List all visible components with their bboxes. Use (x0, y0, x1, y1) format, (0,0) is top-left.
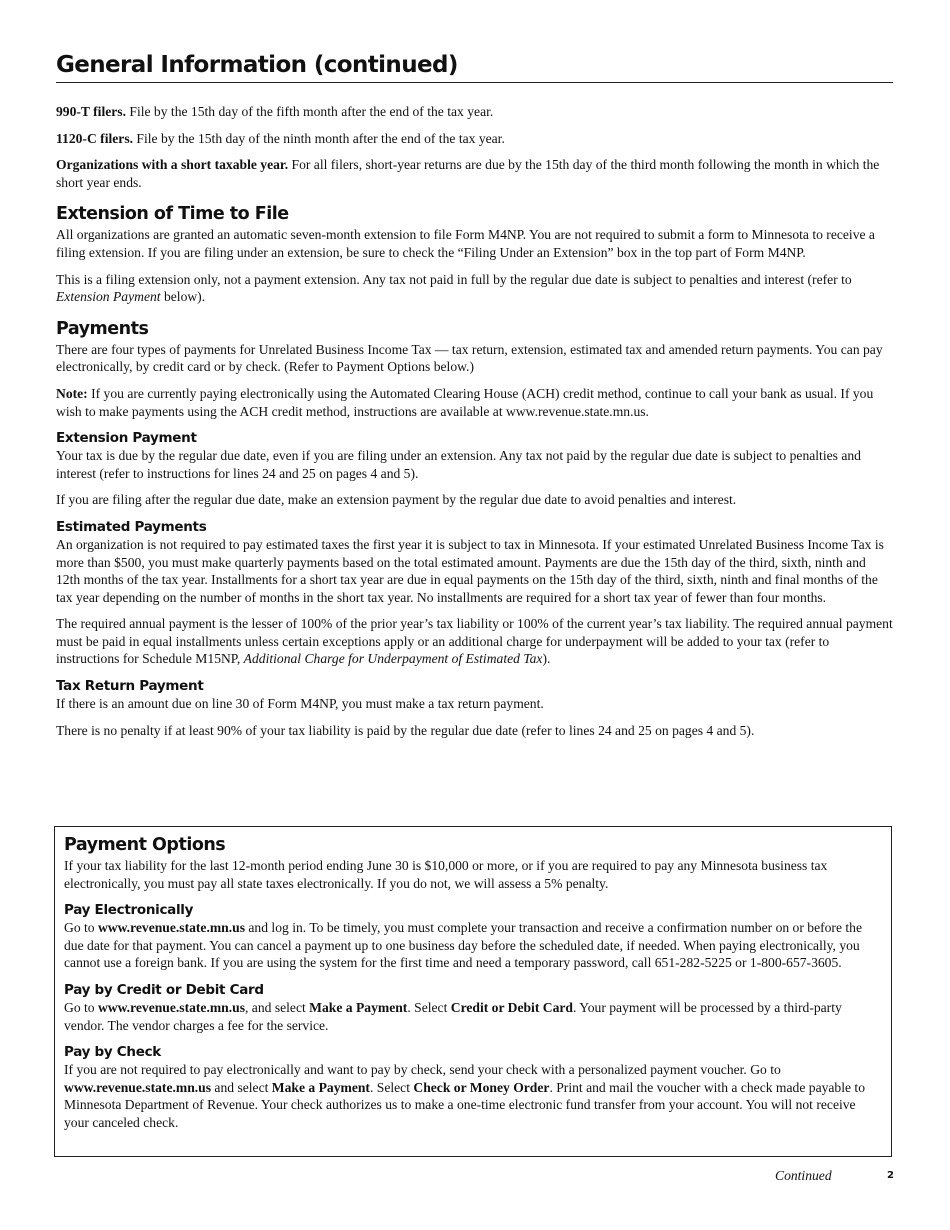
page-number: 2 (887, 1170, 894, 1181)
revenue-link[interactable]: www.revenue.state.mn.us (64, 1079, 212, 1095)
payments-note-label: Note: (56, 385, 88, 401)
payments-note-text: If you are currently paying electronically using the Automated Clearing House (ACH) credit method, continue to call your bank as usual. If you wish to make payments using the ACH credit method, instructions are available at www.revenue.state.mn.us. (56, 385, 874, 419)
revenue-link[interactable]: www.revenue.state.mn.us (97, 999, 245, 1015)
make-a-payment-label: Make a Payment (309, 999, 408, 1015)
revenue-link[interactable]: www.revenue.state.mn.us (97, 920, 245, 936)
pay-by-check-c: . Select (369, 1079, 414, 1095)
extension-payment-heading: Extension Payment (56, 430, 197, 447)
page-title: General Information (continued) (56, 52, 893, 83)
payments-note (56, 385, 893, 420)
pay-by-card-b: , and select (245, 999, 310, 1015)
tax-return-payment-paragraph-2: There is no penalty if at least 90% of your tax liability is paid by the regular due date (refer to lines 24 and 25 on pages 4 and 5). (56, 722, 755, 738)
estimated-p2-end: ). (542, 651, 551, 667)
continued-label: Continued (775, 1168, 832, 1183)
payment-options-box (54, 826, 892, 1157)
filing-1120c-label: 1120-C filers. (56, 130, 134, 146)
filing-short-year-label: Organizations with a short taxable year. (56, 157, 289, 173)
extension-p2-end: below). (160, 289, 206, 305)
filing-short-year (56, 156, 893, 191)
pay-electronically-paragraph (64, 919, 883, 972)
pay-by-card-paragraph (64, 999, 883, 1034)
estimated-payments-heading: Estimated Payments (56, 518, 207, 535)
pay-by-check-paragraph (64, 1061, 883, 1131)
extension-payment-paragraph-2: If you are filing after the regular due date, make an extension payment by the regular due date to avoid penalties and interest. (56, 492, 737, 508)
filing-1120c (56, 130, 893, 148)
page-content (56, 52, 893, 748)
tax-return-payment-paragraph-1: If there is an amount due on line 30 of Form M4NP, you must make a tax return payment. (56, 696, 544, 712)
check-money-order-label: Check or Money Order (413, 1079, 550, 1095)
pay-electronically-end: and log in. To be timely, you must complete your transaction and receive a confirmation number on or before the due date for that payment. You can cancel a payment up to one business day before the scheduled date, if needed. When paying electronically, you cannot use a foreign bank. If you are using the system for the first time and need a temporary password, call 651-282-5225 or 1-800-657-3605. (64, 920, 863, 971)
filing-990t-label: 990-T filers. (56, 104, 126, 119)
payment-options-heading: Payment Options (64, 835, 226, 855)
payments-heading: Payments (56, 318, 149, 339)
pay-by-card-d: . Your payment will be processed by a third-party vendor. The vendor charges a fee for the service. (64, 999, 842, 1033)
pay-electronically-start: Go to (64, 920, 98, 936)
pay-by-check-b: and select (211, 1079, 272, 1095)
extension-payment-paragraph-1: Your tax is due by the regular due date, even if you are filing under an extension. Any tax not paid by the regular due date is subject to penalties and interest (refer to instructions for lines 24 and 25 on pages 4 and 5). (56, 448, 861, 481)
extension-p2-start: This is a filing extension only, not a payment extension. Any tax not paid in full by the regular due date is subject to penalties and interest (refer to (56, 271, 852, 287)
pay-by-card-heading: Pay by Credit or Debit Card (64, 981, 264, 998)
pay-by-check-a: If you are not required to pay electronically and want to pay by check, send your check with a personalized payment voucher. Go to (64, 1062, 781, 1078)
pay-by-check-d: . Print and mail the voucher with a check made payable to Minnesota Department of Revenue. Your check authorizes us to make a one-time electronic fund transfer from your account. You will not receive your canceled check. (64, 1079, 866, 1130)
pay-electronically-heading: Pay Electronically (64, 902, 194, 919)
estimated-payments-paragraph-2 (56, 615, 893, 668)
extension-heading: Extension of Time to File (56, 204, 289, 225)
make-a-payment-label: Make a Payment (271, 1079, 370, 1095)
pay-by-card-c: . Select (407, 999, 451, 1015)
extension-p2-emphasis: Extension Payment (56, 289, 161, 305)
tax-return-payment-heading: Tax Return Payment (56, 678, 204, 695)
extension-paragraph-1: All organizations are granted an automatic seven-month extension to file Form M4NP. You are not required to submit a form to Minnesota to receive a filing extension. If you are filing under an extension, be sure to check the “Filing Under an Extension” box in the top part of Form M4NP. (56, 227, 875, 260)
filing-short-year-text: For all filers, short-year returns are due by the 15th day of the third month following the month in which the short year ends. (56, 157, 880, 190)
filing-990t (56, 103, 893, 121)
credit-debit-card-label: Credit or Debit Card (450, 999, 573, 1015)
estimated-payments-paragraph-1: An organization is not required to pay estimated taxes the first year it is subject to tax in Minnesota. If your estimated Unrelated Business Income Tax is more than $500, you must make quarterly payments based on the total estimated amount. Payments are due the 15th day of the third, sixth, ninth and 12th months of the tax year. Installments for a short tax year are due in equal payments on the 15th day of the third, sixth, ninth and final months of the tax year depending on the number of months in the short tax year. No installments are required for a short tax year of fewer than four months. (56, 536, 884, 605)
filing-990t-text: File by the 15th day of the fifth month after the end of the tax year. (125, 104, 494, 119)
payment-options-intro: If your tax liability for the last 12-month period ending June 30 is $10,000 or more, or if you are required to pay any Minnesota business tax electronically, you must pay all state taxes electronically. If you do not, we will assess a 5% penalty. (64, 858, 828, 891)
payments-paragraph-1: There are four types of payments for Unrelated Business Income Tax — tax return, extension, estimated tax and amended return payments. You can pay electronically, by credit card or by check. (Refer to Payment Options below.) (56, 341, 883, 375)
estimated-p2-start: The required annual payment is the lesser of 100% of the prior year’s tax liability or 100% of the current year’s tax liability. The required annual payment must be paid in equal installments unless certain exceptions apply or an additional charge for underpayment will be added to your tax (refer to instructions for Schedule M15NP, (56, 616, 893, 667)
pay-by-check-heading: Pay by Check (64, 1044, 161, 1061)
estimated-p2-emphasis: Additional Charge for Underpayment of Estimated Tax (243, 651, 543, 667)
filing-1120c-text: File by the 15th day of the ninth month after the end of the tax year. (133, 130, 505, 146)
pay-by-card-a: Go to (64, 999, 98, 1015)
extension-paragraph-2 (56, 271, 893, 306)
